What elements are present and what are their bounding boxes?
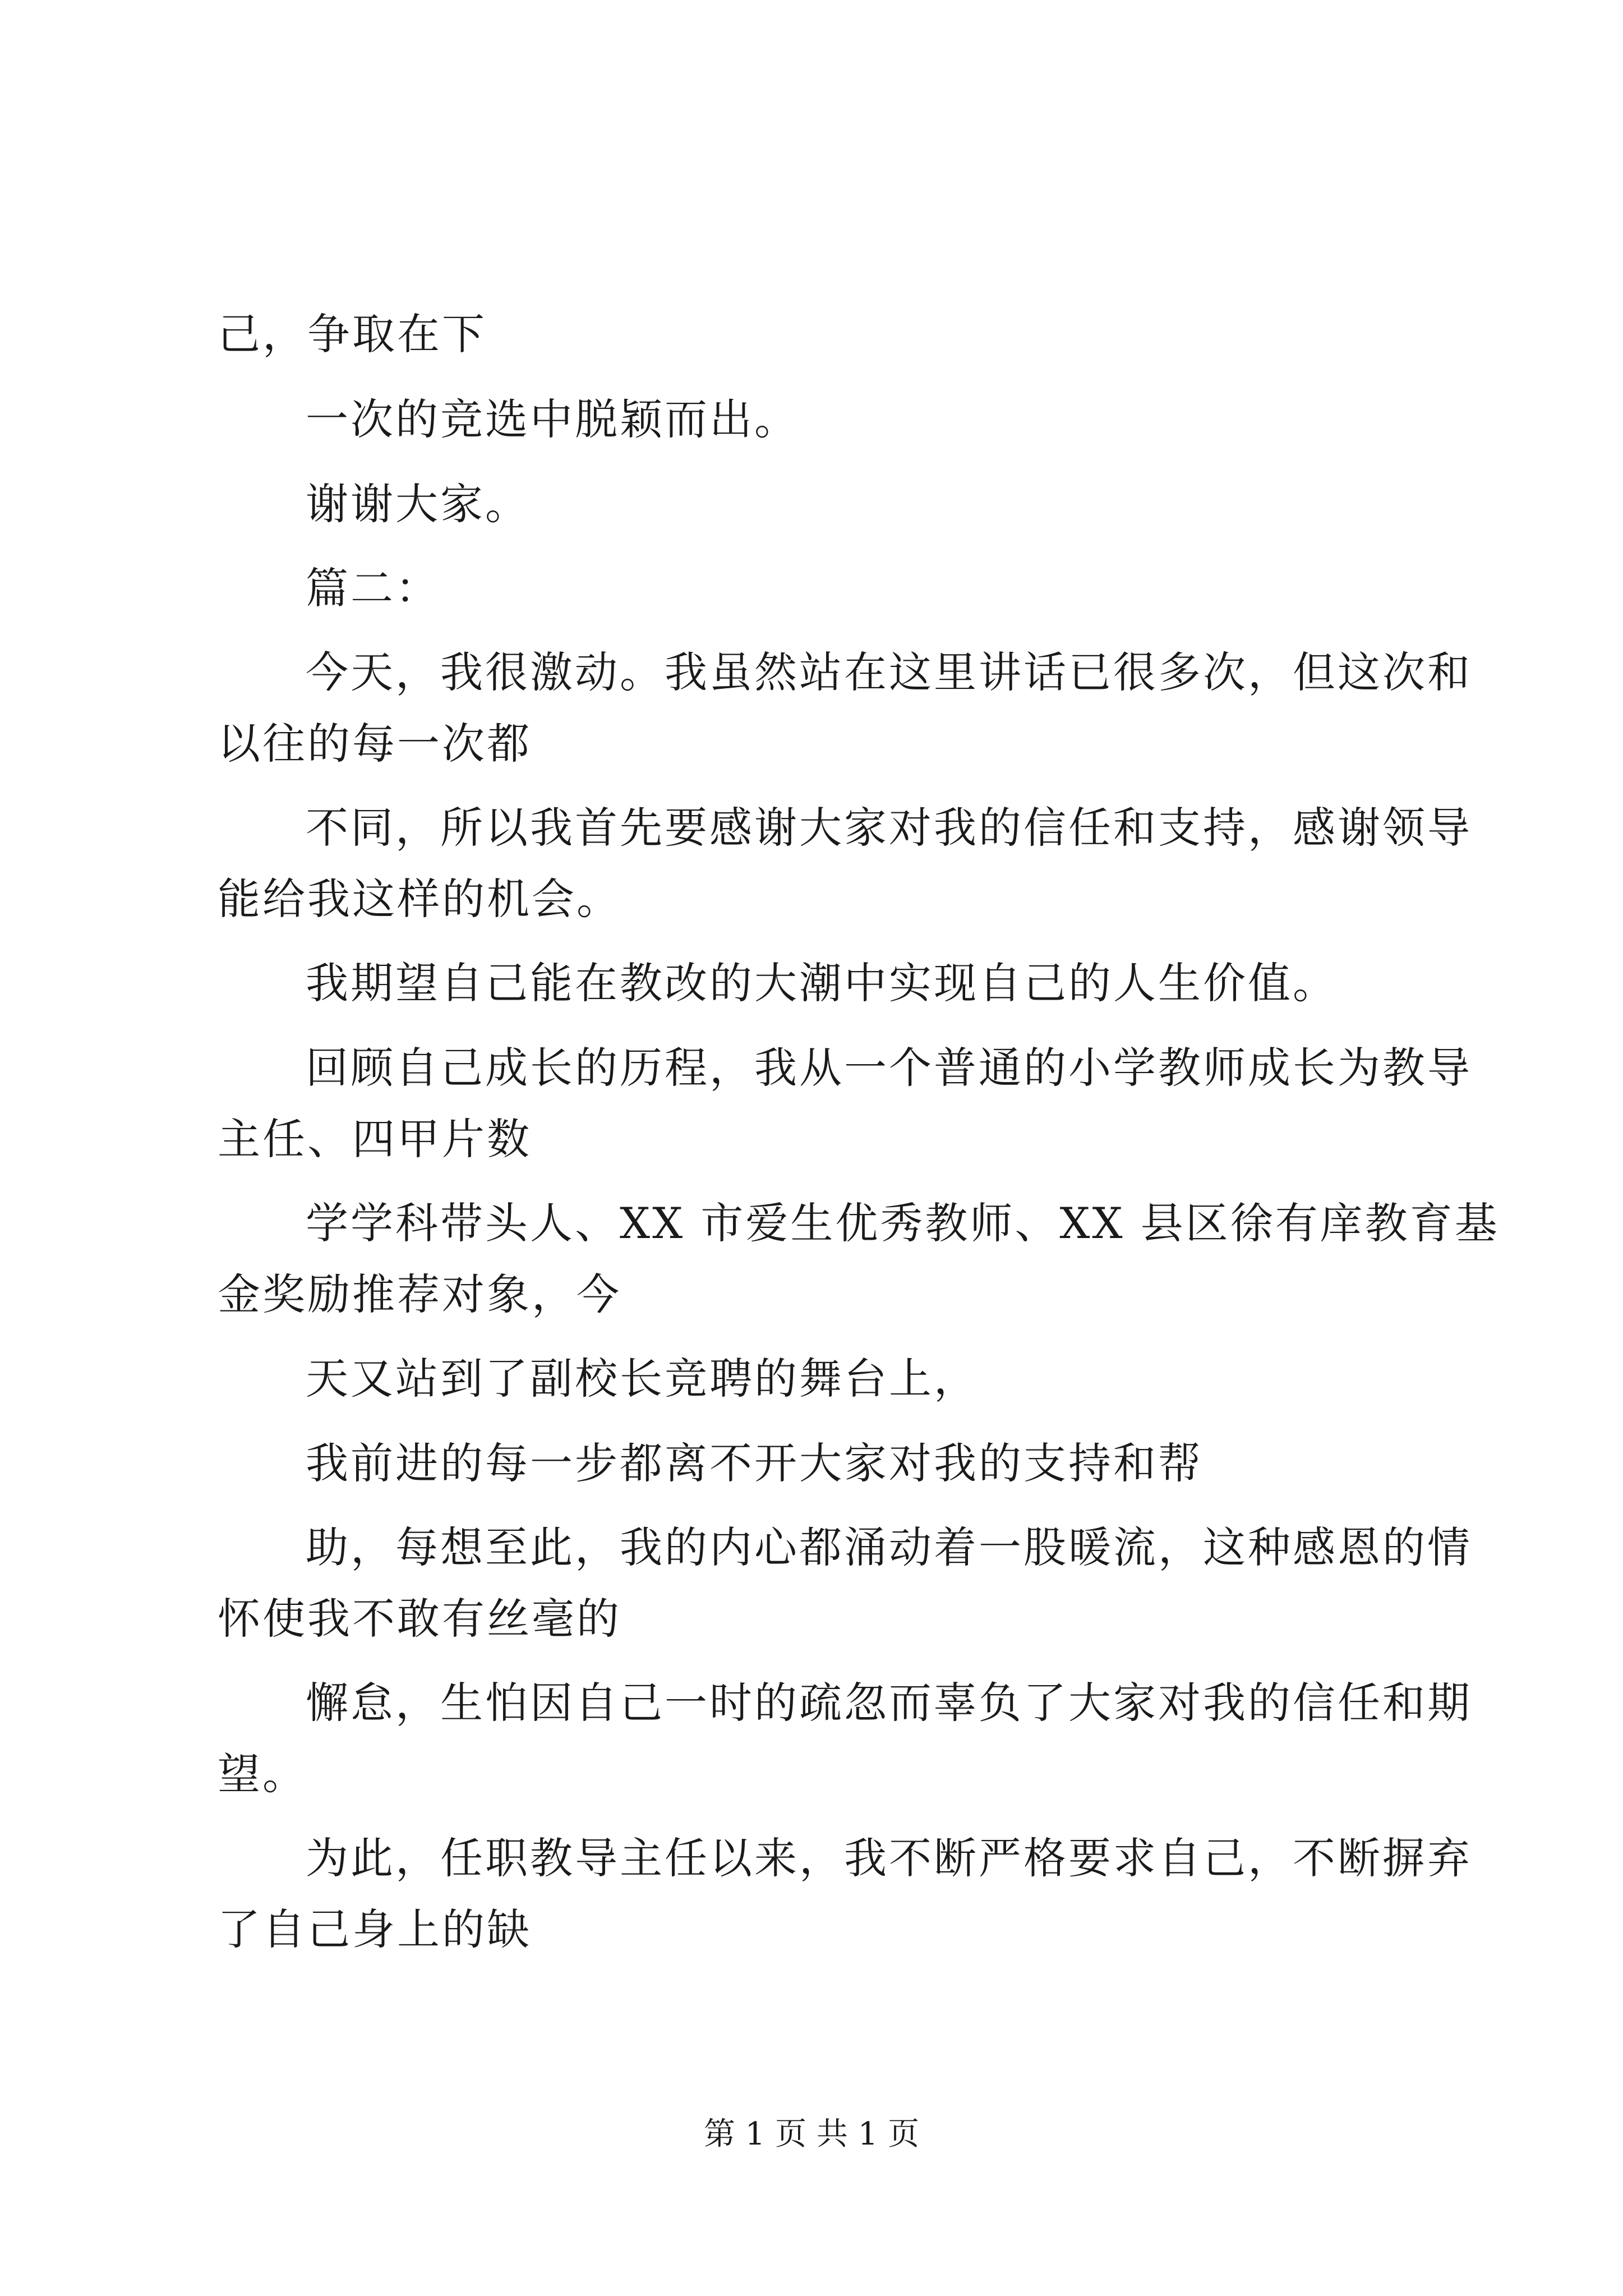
text-line: 了自己身上的缺: [218, 1904, 532, 1954]
text-line: 懈怠，生怕因自己一时的疏忽而辜负了大家对我的信任和期: [306, 1678, 1472, 1728]
text-line: 学学科带头人、XX 市爱生优秀教师、XX 县区徐有庠教育基: [306, 1198, 1500, 1248]
text-line: 助，每想至此，我的内心都涌动着一股暖流，这种感恩的情: [306, 1522, 1472, 1572]
section-heading: 篇二：: [306, 563, 440, 613]
text-line: 今天，我很激动。我虽然站在这里讲话已很多次，但这次和: [306, 647, 1472, 697]
text-line: 不同，所以我首先要感谢大家对我的信任和支持，感谢领导: [306, 803, 1472, 853]
text-line: 金奖励推荐对象，今: [218, 1269, 621, 1319]
text-line: 我前进的每一步都离不开大家对我的支持和帮: [306, 1438, 1203, 1488]
text-line: 以往的每一次都: [218, 719, 532, 769]
text-line: 谢谢大家。: [306, 479, 530, 529]
text-line: 望。: [218, 1749, 307, 1799]
text-line: 我期望自己能在教改的大潮中实现自己的人生价值。: [306, 958, 1338, 1008]
text-line: 天又站到了副校长竞聘的舞台上，: [306, 1354, 979, 1404]
page-number-footer: 第 1 页 共 1 页: [703, 2116, 920, 2152]
text-line: 为此，任职教导主任以来，我不断严格要求自己，不断摒弃: [306, 1833, 1472, 1883]
text-line: 怀使我不敢有丝毫的: [218, 1594, 621, 1644]
text-line: 回顾自己成长的历程，我从一个普通的小学教师成长为教导: [306, 1043, 1472, 1093]
text-line: 能给我这样的机会。: [218, 874, 621, 924]
text-line: 主任、四甲片数: [218, 1114, 532, 1164]
text-line: 一次的竞选中脱颖而出。: [306, 394, 799, 444]
text-line: 己，争取在下: [218, 309, 487, 359]
